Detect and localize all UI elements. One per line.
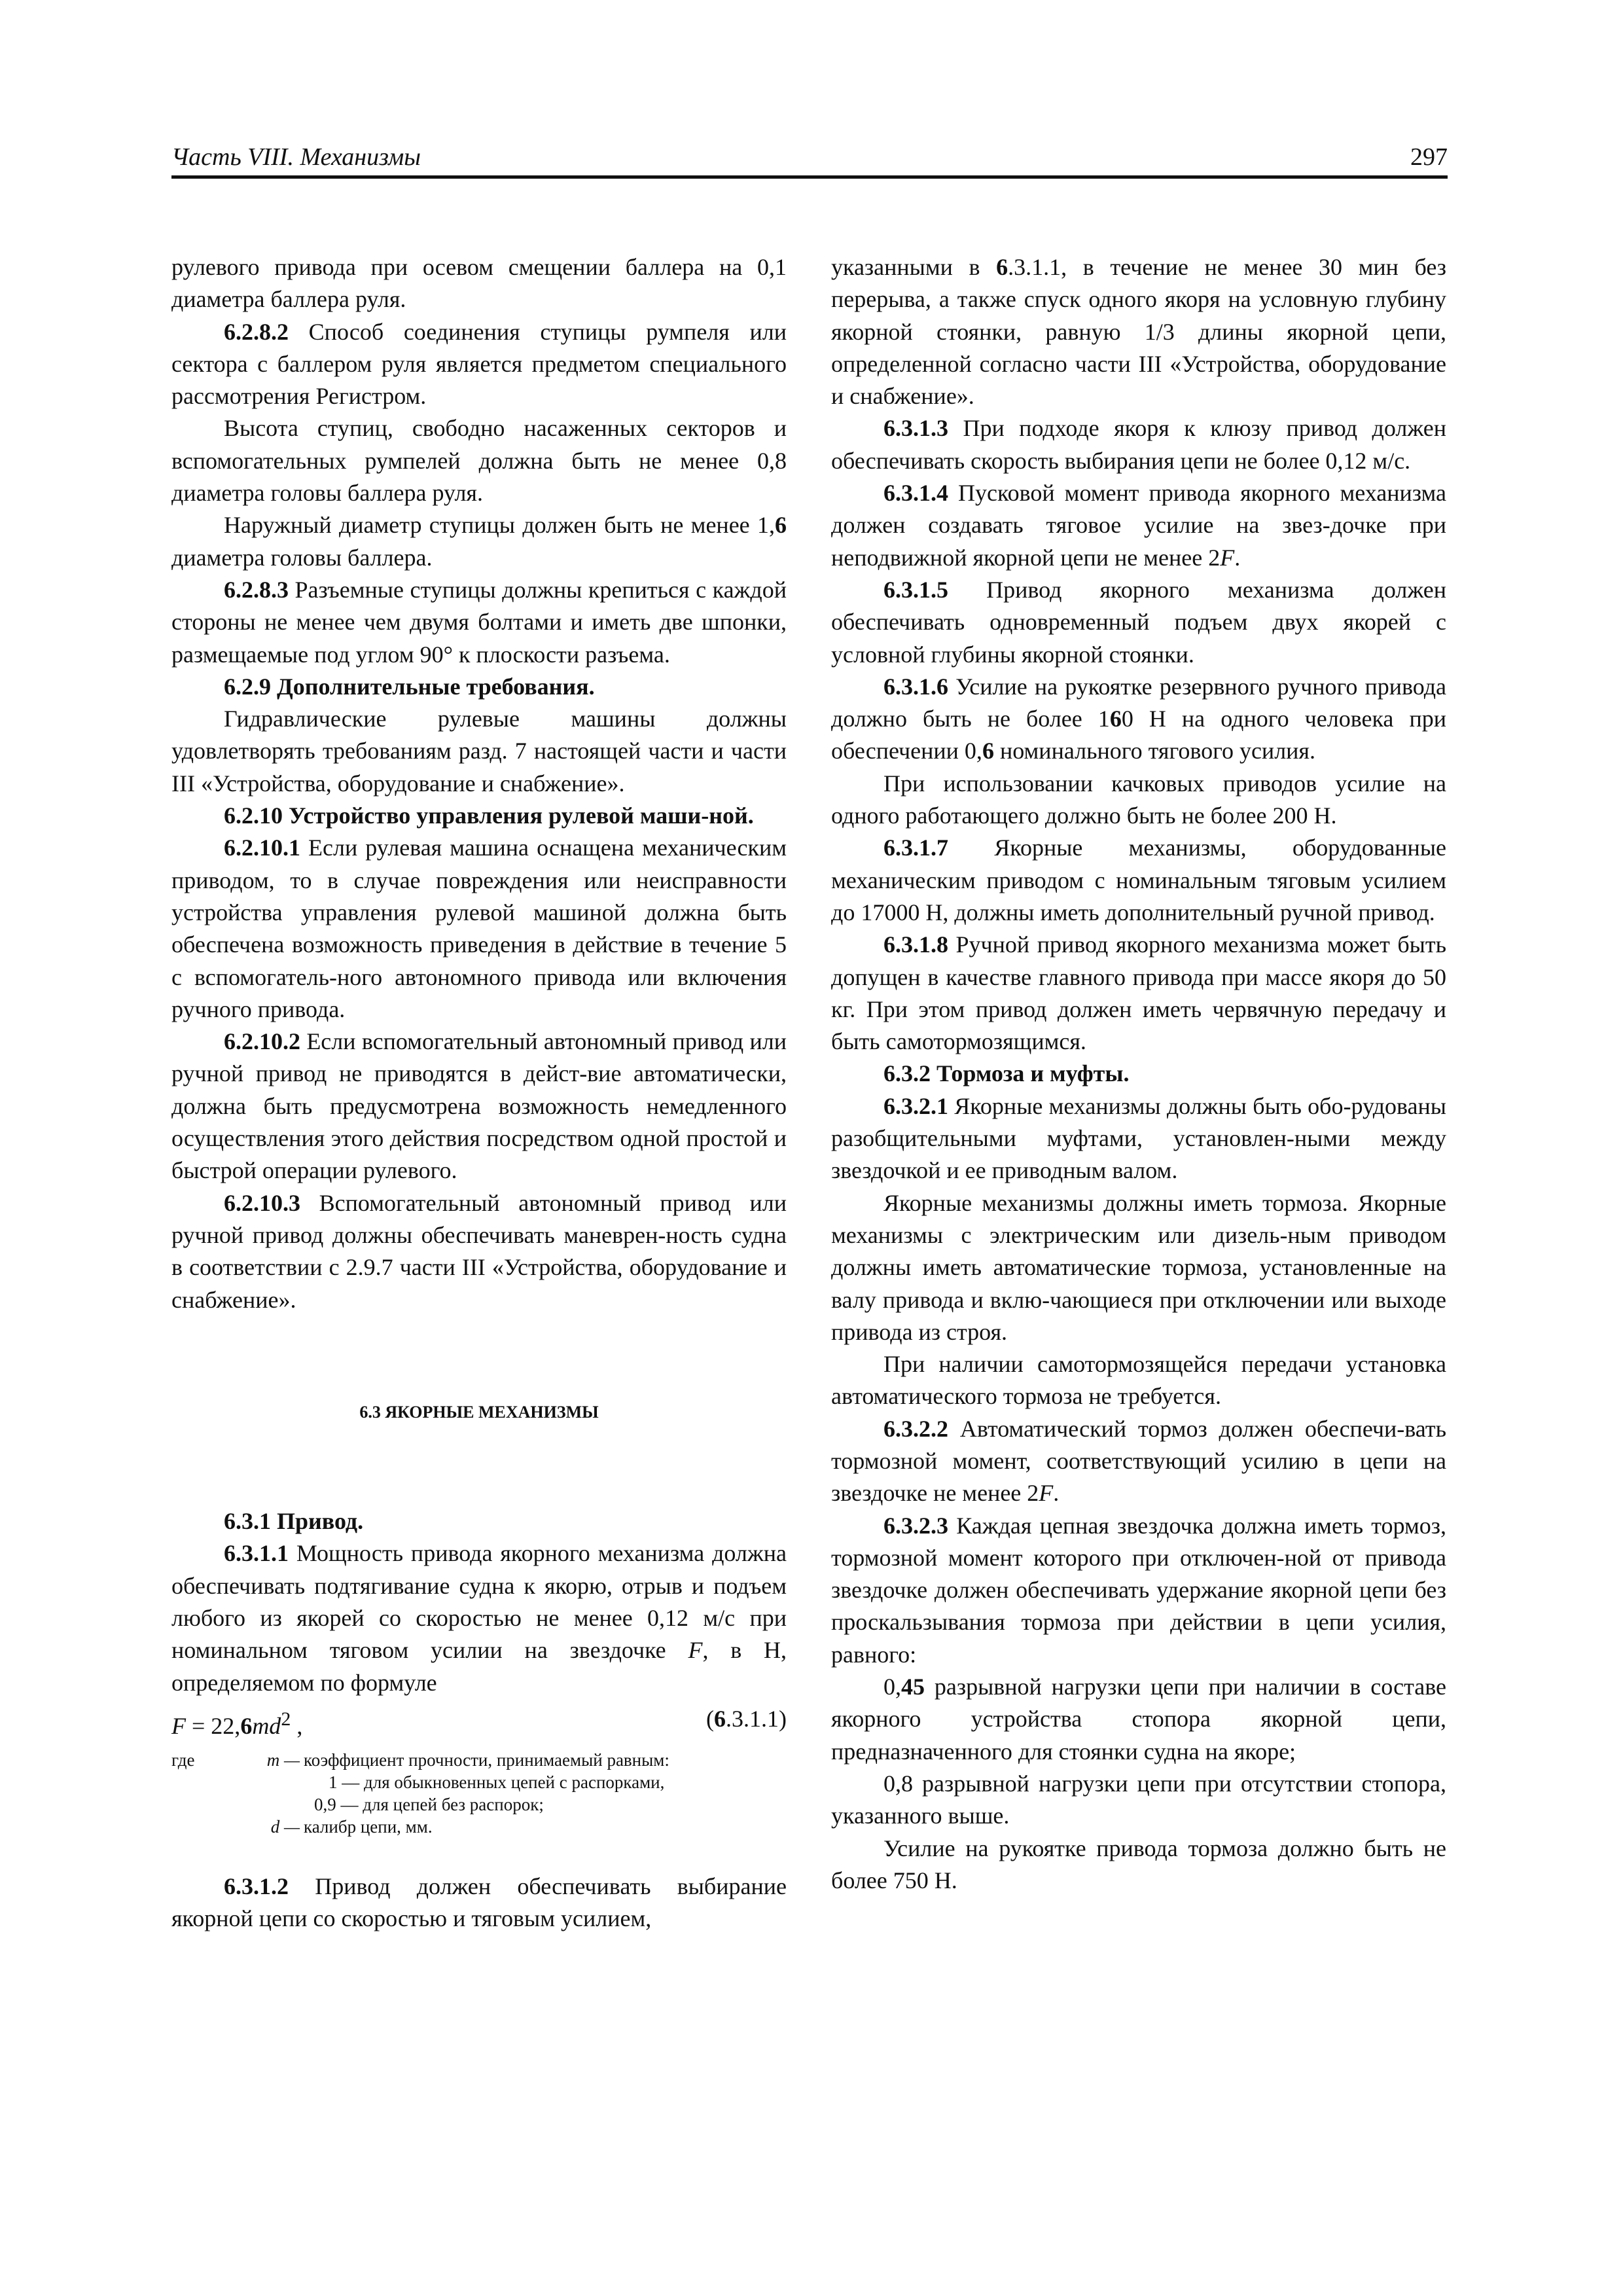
clause-number: 6.3.2.1: [883, 1092, 948, 1119]
formula-legend: где m — коэффициент прочности, принимаемый равным: 1 — для обыкновенных цепей с распорками, 0,9 — для цепей без распорок; d — калибр цепи, мм.: [171, 1749, 669, 1837]
clause-number: 6.3.1.6: [883, 673, 948, 700]
clause-number: 6.3.2.3: [883, 1512, 948, 1539]
paragraph: 6.3.1.8 Ручной привод якорного механизма может быть допущен в качестве главного привода при массе якоря до 50 кг. При этом привод должен иметь червячную передачу и быть самотормозящимся.: [831, 931, 1446, 1055]
subsection-heading: 6.2.10 Устройство управления рулевой маши-ной.: [224, 802, 754, 829]
subsection-heading: 6.2.9 Дополнительные требования.: [224, 673, 595, 700]
clause-number: 6.2.10.1: [224, 834, 300, 861]
paragraph: Якорные механизмы должны иметь тормоза. Якорные механизмы с электрическим или дизель-ным приводом должны иметь автоматические тормоза, установленные на валу привода и вклю-чающиеся при отключении или выходе привода из строя.: [831, 1189, 1446, 1345]
paragraph: 6.3.2.2 Автоматический тормоз должен обеспечи-вать тормозной момент, соответствующий усилию в цепи на звездочке не менее 2F.: [831, 1415, 1446, 1507]
paragraph: 6.3.2.3 Каждая цепная звездочка должна иметь тормоз, тормозной момент которого при отключен-ной от привода звездочке должен обеспечивать удержание якорной цепи без проскальзывания тормоза при действии в цепи усилия, равного:: [831, 1512, 1446, 1668]
paragraph: указанными в 6.3.1.1, в течение не менее 30 мин без перерыва, а также спуск одного якоря на условную глубину якорной стоянки, равную 1/3 длины якорной цепи, определенной согласно части III «Устройства, оборудование и снабжение».: [831, 254, 1446, 410]
subsection-heading: 6.3.1 Привод.: [224, 1508, 364, 1535]
clause-number: 6.2.8.2: [224, 318, 289, 345]
paragraph: 6.2.10.2 Если вспомогательный автономный привод или ручной привод не приводятся в дейст-вие автоматически, должна быть предусмотрена возможность немедленного осуществления этого действия посредством одной простой и быстрой операции рулевого.: [171, 1028, 787, 1184]
paragraph: 0,8 разрывной нагрузки цепи при отсутствии стопора, указанного выше.: [831, 1770, 1446, 1829]
paragraph: 0,45 разрывной нагрузки цепи при наличии в составе якорного устройства стопора якорной цепи, предназначенного для стоянки судна на якоре;: [831, 1674, 1446, 1765]
paragraph: рулевого привода при осевом смещении баллера на 0,1 диаметра баллера руля.: [171, 254, 787, 313]
section-heading: 6.3 ЯКОРНЫЕ МЕХАНИЗМЫ: [359, 1402, 599, 1422]
formula-expression: $F = 22,6md^2$ ,: [171, 1708, 303, 1739]
clause-number: 6.2.8.3: [224, 576, 289, 603]
paragraph: 6.3.1.5 Привод якорного механизма должен обеспечивать одновременный подъем двух якорей с условной глубины якорной стоянки.: [831, 576, 1446, 668]
header-title: Часть VIII. Механизмы: [171, 143, 421, 171]
formula: [171, 1703, 787, 1742]
paragraph: 6.3.1.1 Мощность привода якорного механизма должна обеспечивать подтягивание судна к якорю, отрыв и подъем любого из якорей со скоростью не менее 0,12 м/с при номинальном тяговом усилии на звездочке F, в Н, определяемом по формуле: [171, 1540, 787, 1696]
clause-number: 6.3.1.8: [883, 931, 948, 958]
paragraph: Усилие на рукоятке привода тормоза должно быть не более 750 Н.: [831, 1835, 1446, 1893]
formula-number: (6.3.1.1): [706, 1705, 787, 1732]
paragraph: 6.2.8.3 Разъемные ступицы должны крепиться с каждой стороны не менее чем двумя болтами и иметь две шпонки, размещаемые под углом 90° к плоскости разъема.: [171, 576, 787, 668]
clause-number: 6.3.1.1: [224, 1540, 289, 1567]
clause-number: 6.3.2.2: [883, 1415, 948, 1442]
paragraph: Высота ступиц, свободно насаженных секторов и вспомогательных румпелей должна быть не менее 0,8 диаметра головы баллера руля.: [171, 415, 787, 507]
paragraph: 6.3.2.1 Якорные механизмы должны быть обо-рудованы разобщительными муфтами, установлен-ными между звездочкой и ее приводным валом.: [831, 1092, 1446, 1184]
paragraph: Гидравлические рулевые машины должны удовлетворять требованиям разд. 7 настоящей части и части III «Устройства, оборудование и снабжение».: [171, 706, 787, 797]
header-rule: [171, 175, 1448, 179]
clause-number: 6.3.1.2: [224, 1873, 289, 1899]
paragraph: 6.2.10.3 Вспомогательный автономный привод или ручной привод должны обеспечивать маневрен-ность судна в соответствии с 2.9.7 части III «Устройства, оборудование и снабжение».: [171, 1189, 787, 1313]
paragraph: 6.3.1.4 Пусковой момент привода якорного механизма должен создавать тяговое усилие на звез-дочке при неподвижной якорной цепи не менее 2F.: [831, 480, 1446, 571]
paragraph: 6.2.8.2 Способ соединения ступицы румпеля или сектора с баллером руля является предметом специального рассмотрения Регистром.: [171, 318, 787, 410]
paragraph: 6.3.1.2 Привод должен обеспечивать выбирание якорной цепи со скоростью и тяговым усилием,: [171, 1873, 787, 1932]
paragraph: При использовании качковых приводов усилие на одного работающего должно быть не более 200 Н.: [831, 770, 1446, 829]
clause-number: 6.2.10.2: [224, 1028, 300, 1055]
clause-number: 6.3.1.3: [883, 415, 948, 442]
clause-number: 6.3.1.5: [883, 576, 948, 603]
clause-number: 6.3.1.4: [883, 480, 948, 507]
paragraph: 6.3.1.7 Якорные механизмы, оборудованные механическим приводом с номинальным тяговым усилием до 17000 Н, должны иметь дополнительный ручной привод.: [831, 834, 1446, 925]
clause-number: 6.3.1.7: [883, 834, 948, 861]
paragraph: При наличии самотормозящейся передачи установка автоматического тормоза не требуется.: [831, 1351, 1446, 1410]
page-number: 297: [1410, 143, 1448, 171]
paragraph: 6.2.10.1 Если рулевая машина оснащена механическим приводом, то в случае повреждения или неисправности устройства управления рулевой машиной должна быть обеспечена возможность приведения в действие в течение 5 с вспомогатель-ного автономного привода или включения ручного привода.: [171, 834, 787, 1022]
left-column: [171, 251, 787, 1935]
clause-number: 6.2.10.3: [224, 1189, 300, 1216]
running-header: [171, 143, 1448, 177]
right-column: [831, 251, 1446, 1897]
paragraph: 6.3.1.6 Усилие на рукоятке резервного ручного привода должно быть не более 160 Н на одного человека при обеспечении 0,6 номинального тягового усилия.: [831, 673, 1446, 764]
paragraph: 6.3.1.3 При подходе якоря к клюзу привод должен обеспечивать скорость выбирания цепи не более 0,12 м/с.: [831, 415, 1446, 474]
paragraph: Наружный диаметр ступицы должен быть не менее 1,6 диаметра головы баллера.: [171, 512, 787, 571]
subsection-heading: 6.3.2 Тормоза и муфты.: [883, 1060, 1130, 1087]
